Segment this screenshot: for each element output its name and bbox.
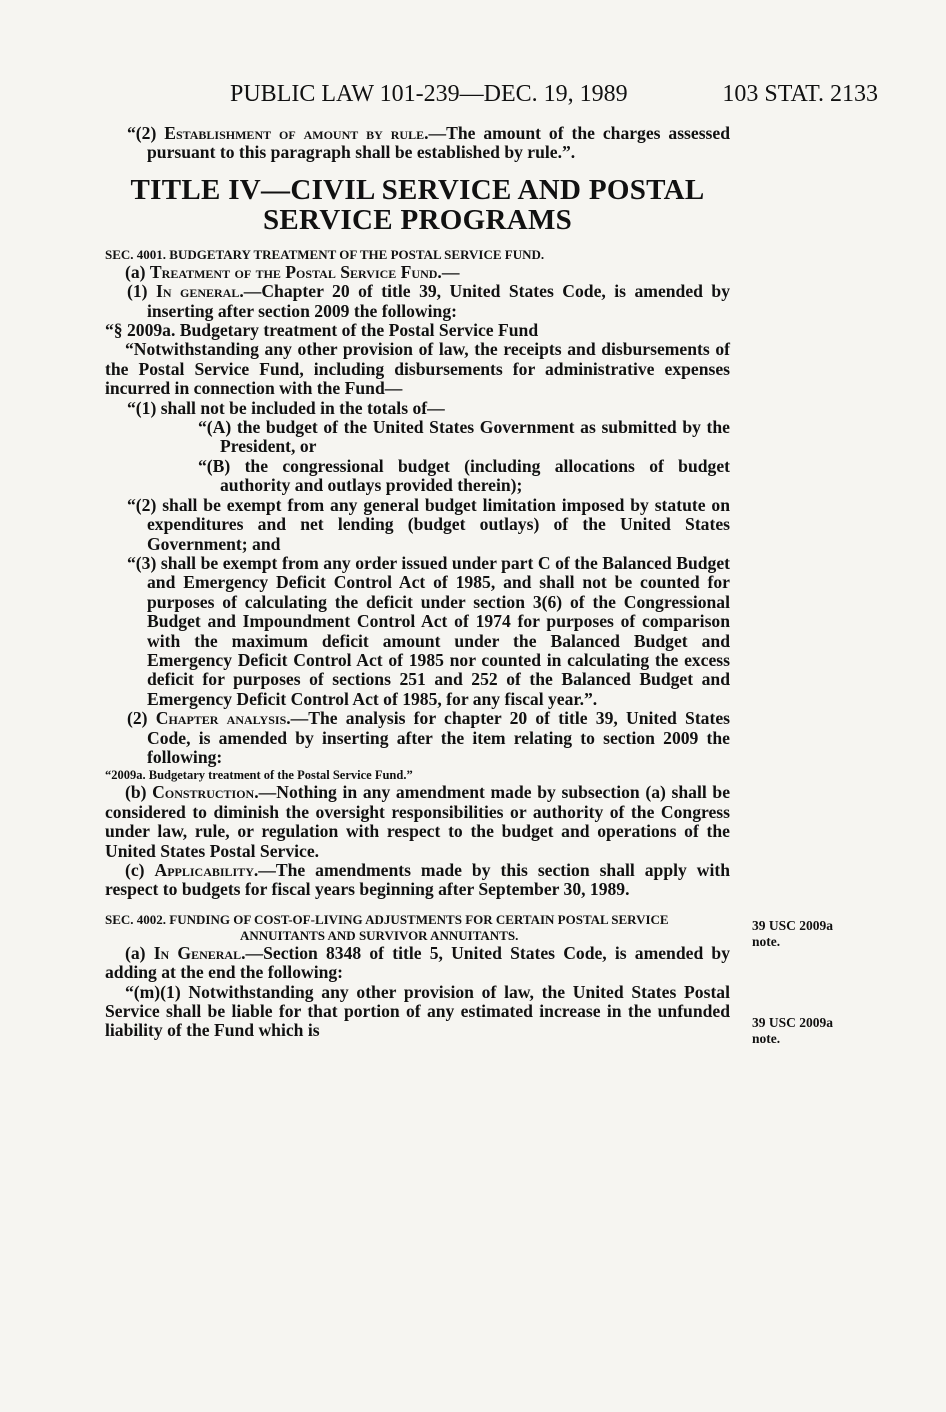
section-4002-subsection-a: (a) In General.—Section 8348 of title 5, United States Code, is amended by adding at the end the following: [105,942,730,983]
section-2009a-title: “§ 2009a. Budgetary treatment of the Postal Service Fund [105,320,539,341]
title-line-2: SERVICE PROGRAMS [262,203,573,236]
section-4002-heading: SEC. 4002. FUNDING OF COST-OF-LIVING ADJUSTMENTS FOR CERTAIN POSTAL SERVICE ANNUITANTS AND SURVIVOR ANNUITANTS. [105,911,669,943]
paragraph-a1: (1) In general.—Chapter 20 of title 39, United States Code, is amended by inserting after section 2009 the following: [127,281,730,321]
margin-note-subsection-c: 39 USC 2009a note. [752,1015,834,1046]
title-line-1: TITLE IV—CIVIL SERVICE AND POSTAL [130,173,705,206]
subsection-c: (c) Applicability.—The amendments made by this section shall apply with respect to budgets for fiscal years beginning after September 30, 1989. [105,860,730,900]
subsection-a-heading: (a) Treatment of the Postal Service Fund.— [125,261,460,282]
document-body [105,124,730,1041]
clause-2: “(2) shall be exempt from any general budget limitation imposed by statute on expenditures and net lending (budget outlays) of the United States Government; and [127,494,730,554]
notwithstanding-intro: “Notwithstanding any other provision of law, the receipts and disbursements of the Postal Service Fund, including disbursements for administrative expenses incurred in connection with the Fund— [105,339,730,399]
establishment-paragraph: “(2) Establishment of amount by rule.—The amount of the charges assessed pursuant to this paragraph shall be established by rule.”. [127,123,731,163]
clause-1: “(1) shall not be included in the totals of— [127,397,445,418]
clause-3: “(3) shall be exempt from any order issued under part C of the Balanced Budget and Emergency Deficit Control Act of 1985, and shall not be counted for purposes of calculating the deficit under section 3(6) of the Congressional Budget and Impoundment Control Act of 1974 for purposes of comparison with the maximum deficit amount under the Balanced Budget and Emergency Deficit Control Act of 1985 nor counted in calculating the excess deficit for purposes of sections 251 and 252 of the Balanced Budget and Emergency Deficit Control Act of 1985, for any fiscal year.”. [127,552,730,709]
section-4001-heading: SEC. 4001. BUDGETARY TREATMENT OF THE POSTAL SERVICE FUND. [105,246,545,262]
clause-1a: “(A) the budget of the United States Government as submitted by the President, or [198,417,730,457]
subsection-b: (b) Construction.—Nothing in any amendment made by subsection (a) shall be considered to diminish the oversight responsibilities or authority of the Congress under law, rule, or regulation with respect to the budget and operations of the United States Postal Service. [105,782,730,861]
header-stat-page: 103 STAT. 2133 [722,81,878,107]
margin-note-subsection-b: 39 USC 2009a note. [752,918,834,949]
title-heading [105,175,730,235]
clause-1b: “(B) the congressional budget (including allocations of budget authority and outlays provided therein); [198,455,730,496]
paragraph-a2: (2) Chapter analysis.—The analysis for chapter 20 of title 39, United States Code, is amended by inserting after the item relating to section 2009 the following: [127,708,730,767]
chapter-analysis-item: “2009a. Budgetary treatment of the Postal Service Fund.” [105,768,413,783]
header-law-citation: PUBLIC LAW 101-239—DEC. 19, 1989 [230,81,628,107]
paragraph-m1: “(m)(1) Notwithstanding any other provision of law, the United States Postal Service shall be liable for that portion of any estimated increase in the unfunded liability of the Fund which is [105,981,730,1041]
